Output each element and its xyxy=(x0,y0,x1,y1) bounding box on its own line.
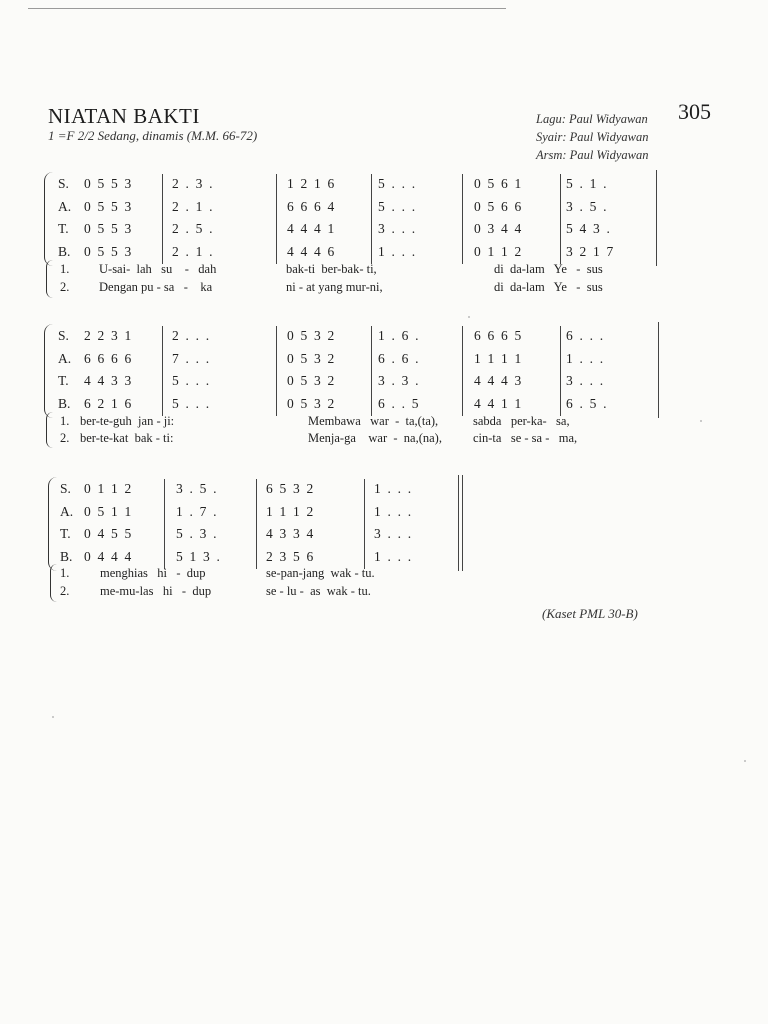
measure-notes: 0 5 5 3 xyxy=(84,176,132,191)
measure-notes: 3 . . . xyxy=(566,373,604,388)
lyric-brace xyxy=(50,564,57,602)
measure-notes: 0 5 6 1 xyxy=(474,176,522,191)
verse-number: 2. xyxy=(60,431,70,445)
measure-notes: 0 4 4 4 xyxy=(84,548,132,564)
lyric-segment: ber-te-guh jan - ji: xyxy=(80,414,175,428)
measure-notes: 5 . . . xyxy=(378,176,416,191)
measure-notes: 2 . . . xyxy=(172,328,210,343)
measure-notes: 0 1 1 2 xyxy=(84,481,132,496)
bar-line xyxy=(162,326,163,416)
lyric-segment: U-sai- lah su - dah xyxy=(99,262,217,276)
measure-notes: 1 1 1 1 xyxy=(474,350,522,366)
measure-notes: 3 . . . xyxy=(378,221,416,236)
scan-speck xyxy=(52,716,54,718)
voice-label: B. xyxy=(58,243,71,259)
scan-speck xyxy=(468,316,470,318)
measure-notes: 0 5 3 2 xyxy=(287,373,335,388)
bar-line xyxy=(560,326,561,416)
measure-notes: 5 . . . xyxy=(172,395,210,411)
lyric-segment: di da-lam Ye - sus xyxy=(494,262,603,276)
source-note: (Kaset PML 30-B) xyxy=(542,606,638,621)
scan-speck xyxy=(744,760,746,762)
measure-notes: 0 5 3 2 xyxy=(287,350,335,366)
voice-brace xyxy=(44,324,53,418)
measure-notes: 2 . 3 . xyxy=(172,176,213,191)
credit-syair: Syair: Paul Widyawan xyxy=(536,130,649,144)
voice-label: S. xyxy=(58,176,69,191)
lyric-segment: me-mu-las hi - dup xyxy=(100,584,212,598)
voice-brace xyxy=(48,477,57,571)
measure-notes: 5 . . . xyxy=(172,373,210,388)
measure-notes: 5 . 1 . xyxy=(566,176,607,191)
voice-label: A. xyxy=(58,198,72,214)
voice-label: A. xyxy=(60,503,74,519)
measure-notes: 6 . . 5 xyxy=(378,395,419,411)
measure-notes: 2 . 1 . xyxy=(172,198,213,214)
measure-notes: 4 4 4 3 xyxy=(474,373,522,388)
bar-line xyxy=(462,326,463,416)
bar-line xyxy=(162,174,163,264)
bar-line xyxy=(276,326,277,416)
song-title: NIATAN BAKTI xyxy=(48,104,200,128)
system-end-bar xyxy=(658,322,659,418)
scan-speck xyxy=(700,420,702,422)
measure-notes: 6 2 1 6 xyxy=(84,395,132,411)
lyric-segment: ber-te-kat bak - ti: xyxy=(80,431,174,445)
hymn-number: 305 xyxy=(678,99,711,124)
bar-line xyxy=(276,174,277,264)
bar-line xyxy=(371,326,372,416)
measure-notes: 3 . . . xyxy=(374,526,412,541)
credits-block xyxy=(536,110,649,164)
measure-notes: 1 1 1 2 xyxy=(266,503,314,519)
lyric-segment: cin-ta se - sa - ma, xyxy=(473,431,578,445)
bar-line xyxy=(560,174,561,264)
measure-notes: 0 5 3 2 xyxy=(287,328,335,343)
measure-notes: 0 5 6 6 xyxy=(474,198,522,214)
measure-notes: 1 2 1 6 xyxy=(287,176,335,191)
measure-notes: 1 . . . xyxy=(374,548,412,564)
measure-notes: 5 . . . xyxy=(378,198,416,214)
measure-notes: 3 . 5 . xyxy=(176,481,217,496)
measure-notes: 1 . . . xyxy=(566,350,604,366)
system-end-bar xyxy=(656,170,657,266)
measure-notes: 4 4 4 1 xyxy=(287,221,335,236)
lyric-segment: se-pan-jang wak - tu. xyxy=(266,566,375,580)
measure-notes: 6 . 5 . xyxy=(566,395,607,411)
verse-number: 1. xyxy=(60,566,70,580)
measure-notes: 0 5 5 3 xyxy=(84,221,132,236)
lyric-segment: di da-lam Ye - sus xyxy=(494,280,603,294)
measure-notes: 0 5 5 3 xyxy=(84,243,132,259)
measure-notes: 3 . 5 . xyxy=(566,198,607,214)
measure-notes: 4 4 3 3 xyxy=(84,373,132,388)
measure-notes: 6 6 6 4 xyxy=(287,198,335,214)
measure-notes: 2 . 5 . xyxy=(172,221,213,236)
scan-edge-line xyxy=(28,8,506,9)
measure-notes: 0 1 1 2 xyxy=(474,243,522,259)
verse-number: 1. xyxy=(60,262,70,276)
credit-arsm: Arsm: Paul Widyawan xyxy=(536,148,649,162)
bar-line xyxy=(462,174,463,264)
bar-line xyxy=(256,479,257,569)
measure-notes: 4 4 1 1 xyxy=(474,395,522,411)
measure-notes: 4 4 4 6 xyxy=(287,243,335,259)
measure-notes: 6 5 3 2 xyxy=(266,481,314,496)
measure-notes: 6 . . . xyxy=(566,328,604,343)
measure-notes: 1 . . . xyxy=(378,243,416,259)
voice-label: B. xyxy=(60,548,73,564)
measure-notes: 6 6 6 6 xyxy=(84,350,132,366)
lyric-segment: ni - at yang mur-ni, xyxy=(286,280,383,294)
voice-brace xyxy=(44,172,53,266)
bar-line xyxy=(371,174,372,264)
measure-notes: 2 . 1 . xyxy=(172,243,213,259)
key-tempo-marking: 1 =F 2/2 Sedang, dinamis (M.M. 66-72) xyxy=(48,128,258,143)
measure-notes: 1 . 6 . xyxy=(378,328,419,343)
voice-label: T. xyxy=(58,373,69,388)
voice-label: B. xyxy=(58,395,71,411)
measure-notes: 0 4 5 5 xyxy=(84,526,132,541)
measure-notes: 2 3 5 6 xyxy=(266,548,314,564)
measure-notes: 6 6 6 5 xyxy=(474,328,522,343)
final-bar-line xyxy=(458,475,463,571)
lyric-segment: menghias hi - dup xyxy=(100,566,206,580)
measure-notes: 0 5 5 3 xyxy=(84,198,132,214)
verse-number: 2. xyxy=(60,584,70,598)
measure-notes: 0 5 3 2 xyxy=(287,395,335,411)
lyric-segment: Dengan pu - sa - ka xyxy=(99,280,213,294)
verse-number: 1. xyxy=(60,414,70,428)
voice-label: T. xyxy=(60,526,71,541)
lyric-brace xyxy=(46,412,53,448)
measure-notes: 1 . . . xyxy=(374,481,412,496)
measure-notes: 4 3 3 4 xyxy=(266,526,314,541)
lyric-segment: bak-ti ber-bak- ti, xyxy=(286,262,377,276)
measure-notes: 3 2 1 7 xyxy=(566,243,614,259)
bar-line xyxy=(164,479,165,569)
voice-label: T. xyxy=(58,221,69,236)
lyric-segment: se - lu - as wak - tu. xyxy=(266,584,371,598)
voice-label: A. xyxy=(58,350,72,366)
measure-notes: 5 1 3 . xyxy=(176,548,220,564)
voice-label: S. xyxy=(60,481,71,496)
measure-notes: 1 . . . xyxy=(374,503,412,519)
voice-label: S. xyxy=(58,328,69,343)
measure-notes: 0 5 1 1 xyxy=(84,503,132,519)
measure-notes: 6 . 6 . xyxy=(378,350,419,366)
measure-notes: 7 . . . xyxy=(172,350,210,366)
lyric-segment: Membawa war - ta,(ta), xyxy=(308,414,439,428)
measure-notes: 1 . 7 . xyxy=(176,503,217,519)
measure-notes: 3 . 3 . xyxy=(378,373,419,388)
verse-number: 2. xyxy=(60,280,70,294)
measure-notes: 5 . 3 . xyxy=(176,526,217,541)
bar-line xyxy=(364,479,365,569)
lyric-segment: Menja-ga war - na,(na), xyxy=(308,431,442,445)
lyric-brace xyxy=(46,260,53,298)
measure-notes: 2 2 3 1 xyxy=(84,328,132,343)
measure-notes: 5 4 3 . xyxy=(566,221,610,236)
measure-notes: 0 3 4 4 xyxy=(474,221,522,236)
lyric-segment: sabda per-ka- sa, xyxy=(473,414,570,428)
credit-lagu: Lagu: Paul Widyawan xyxy=(536,112,648,126)
